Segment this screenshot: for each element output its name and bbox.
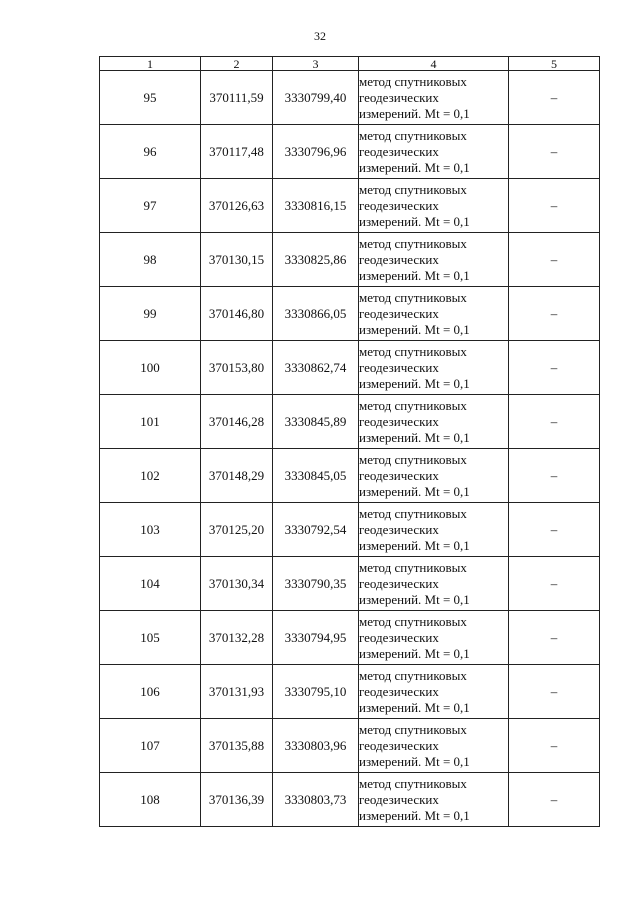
table-row: [100, 179, 600, 233]
method-line: геодезических: [359, 521, 439, 537]
point-number-cell: 106: [100, 665, 201, 719]
y-coordinate-cell: 3330803,73: [273, 773, 359, 827]
method-line: геодезических: [359, 305, 439, 321]
x-coordinate-cell: 370132,28: [201, 611, 273, 665]
point-number-cell: 104: [100, 557, 201, 611]
method-cell: [359, 557, 509, 611]
x-coordinate-cell: 370146,80: [201, 287, 273, 341]
table-row: [100, 773, 600, 827]
method-cell: [359, 503, 509, 557]
method-line: метод спутниковых: [359, 127, 467, 143]
x-coordinate-cell: 370130,15: [201, 233, 273, 287]
point-number-cell: 97: [100, 179, 201, 233]
column-header-2: 2: [201, 57, 273, 71]
x-coordinate-cell: 370135,88: [201, 719, 273, 773]
method-line: измерений. Mt = 0,1: [359, 699, 470, 715]
method-line: геодезических: [359, 413, 439, 429]
y-coordinate-cell: 3330796,96: [273, 125, 359, 179]
note-cell: –: [509, 125, 600, 179]
method-line: геодезических: [359, 197, 439, 213]
note-cell: –: [509, 233, 600, 287]
method-cell: [359, 233, 509, 287]
table-row: [100, 341, 600, 395]
point-number-cell: 99: [100, 287, 201, 341]
y-coordinate-cell: 3330825,86: [273, 233, 359, 287]
note-cell: –: [509, 611, 600, 665]
table-body: [100, 71, 600, 827]
method-line: геодезических: [359, 143, 439, 159]
method-line: метод спутниковых: [359, 451, 467, 467]
method-cell: [359, 71, 509, 125]
method-cell: [359, 395, 509, 449]
y-coordinate-cell: 3330790,35: [273, 557, 359, 611]
note-cell: –: [509, 179, 600, 233]
method-line: геодезических: [359, 575, 439, 591]
y-coordinate-cell: 3330799,40: [273, 71, 359, 125]
column-header-1: 1: [100, 57, 201, 71]
method-line: метод спутниковых: [359, 181, 467, 197]
y-coordinate-cell: 3330795,10: [273, 665, 359, 719]
method-line: метод спутниковых: [359, 235, 467, 251]
method-line: измерений. Mt = 0,1: [359, 537, 470, 553]
table-header-row: [100, 57, 600, 71]
y-coordinate-cell: 3330803,96: [273, 719, 359, 773]
method-line: метод спутниковых: [359, 289, 467, 305]
y-coordinate-cell: 3330794,95: [273, 611, 359, 665]
method-line: метод спутниковых: [359, 343, 467, 359]
point-number-cell: 101: [100, 395, 201, 449]
note-cell: –: [509, 287, 600, 341]
method-line: измерений. Mt = 0,1: [359, 591, 470, 607]
method-line: измерений. Mt = 0,1: [359, 159, 470, 175]
page-number: 32: [314, 29, 326, 43]
table-row: [100, 125, 600, 179]
method-line: геодезических: [359, 467, 439, 483]
x-coordinate-cell: 370131,93: [201, 665, 273, 719]
y-coordinate-cell: 3330792,54: [273, 503, 359, 557]
x-coordinate-cell: 370125,20: [201, 503, 273, 557]
note-cell: –: [509, 71, 600, 125]
table-row: [100, 665, 600, 719]
point-number-cell: 100: [100, 341, 201, 395]
method-cell: [359, 773, 509, 827]
table-row: [100, 71, 600, 125]
method-line: измерений. Mt = 0,1: [359, 321, 470, 337]
point-number-cell: 103: [100, 503, 201, 557]
method-line: метод спутниковых: [359, 397, 467, 413]
method-cell: [359, 287, 509, 341]
method-line: измерений. Mt = 0,1: [359, 267, 470, 283]
column-header-4: 4: [359, 57, 509, 71]
note-cell: –: [509, 503, 600, 557]
method-cell: [359, 611, 509, 665]
x-coordinate-cell: 370130,34: [201, 557, 273, 611]
method-line: измерений. Mt = 0,1: [359, 483, 470, 499]
table-row: [100, 557, 600, 611]
note-cell: –: [509, 773, 600, 827]
y-coordinate-cell: 3330845,89: [273, 395, 359, 449]
method-cell: [359, 719, 509, 773]
method-line: геодезических: [359, 629, 439, 645]
x-coordinate-cell: 370111,59: [201, 71, 273, 125]
method-line: измерений. Mt = 0,1: [359, 213, 470, 229]
x-coordinate-cell: 370117,48: [201, 125, 273, 179]
coordinates-table: [99, 56, 600, 827]
note-cell: –: [509, 665, 600, 719]
table-row: [100, 503, 600, 557]
x-coordinate-cell: 370148,29: [201, 449, 273, 503]
method-line: метод спутниковых: [359, 613, 467, 629]
note-cell: –: [509, 395, 600, 449]
table-row: [100, 611, 600, 665]
method-line: измерений. Mt = 0,1: [359, 105, 470, 121]
y-coordinate-cell: 3330845,05: [273, 449, 359, 503]
x-coordinate-cell: 370136,39: [201, 773, 273, 827]
method-line: метод спутниковых: [359, 73, 467, 89]
table-row: [100, 233, 600, 287]
method-line: метод спутниковых: [359, 505, 467, 521]
method-line: измерений. Mt = 0,1: [359, 753, 470, 769]
x-coordinate-cell: 370126,63: [201, 179, 273, 233]
point-number-cell: 107: [100, 719, 201, 773]
method-line: метод спутниковых: [359, 721, 467, 737]
method-line: метод спутниковых: [359, 775, 467, 791]
point-number-cell: 95: [100, 71, 201, 125]
method-cell: [359, 449, 509, 503]
y-coordinate-cell: 3330862,74: [273, 341, 359, 395]
x-coordinate-cell: 370153,80: [201, 341, 273, 395]
note-cell: –: [509, 449, 600, 503]
y-coordinate-cell: 3330866,05: [273, 287, 359, 341]
point-number-cell: 98: [100, 233, 201, 287]
method-line: метод спутниковых: [359, 667, 467, 683]
table-row: [100, 719, 600, 773]
point-number-cell: 108: [100, 773, 201, 827]
method-line: геодезических: [359, 791, 439, 807]
y-coordinate-cell: 3330816,15: [273, 179, 359, 233]
method-line: геодезических: [359, 737, 439, 753]
table-row: [100, 287, 600, 341]
method-line: измерений. Mt = 0,1: [359, 645, 470, 661]
note-cell: –: [509, 341, 600, 395]
x-coordinate-cell: 370146,28: [201, 395, 273, 449]
method-line: измерений. Mt = 0,1: [359, 429, 470, 445]
method-line: геодезических: [359, 683, 439, 699]
method-cell: [359, 665, 509, 719]
note-cell: –: [509, 719, 600, 773]
table-row: [100, 395, 600, 449]
method-cell: [359, 179, 509, 233]
method-line: геодезических: [359, 251, 439, 267]
method-cell: [359, 125, 509, 179]
point-number-cell: 105: [100, 611, 201, 665]
point-number-cell: 102: [100, 449, 201, 503]
method-line: измерений. Mt = 0,1: [359, 375, 470, 391]
note-cell: –: [509, 557, 600, 611]
point-number-cell: 96: [100, 125, 201, 179]
method-line: метод спутниковых: [359, 559, 467, 575]
column-header-3: 3: [273, 57, 359, 71]
method-line: геодезических: [359, 89, 439, 105]
table-row: [100, 449, 600, 503]
method-cell: [359, 341, 509, 395]
method-line: измерений. Mt = 0,1: [359, 807, 470, 823]
method-line: геодезических: [359, 359, 439, 375]
column-header-5: 5: [509, 57, 600, 71]
